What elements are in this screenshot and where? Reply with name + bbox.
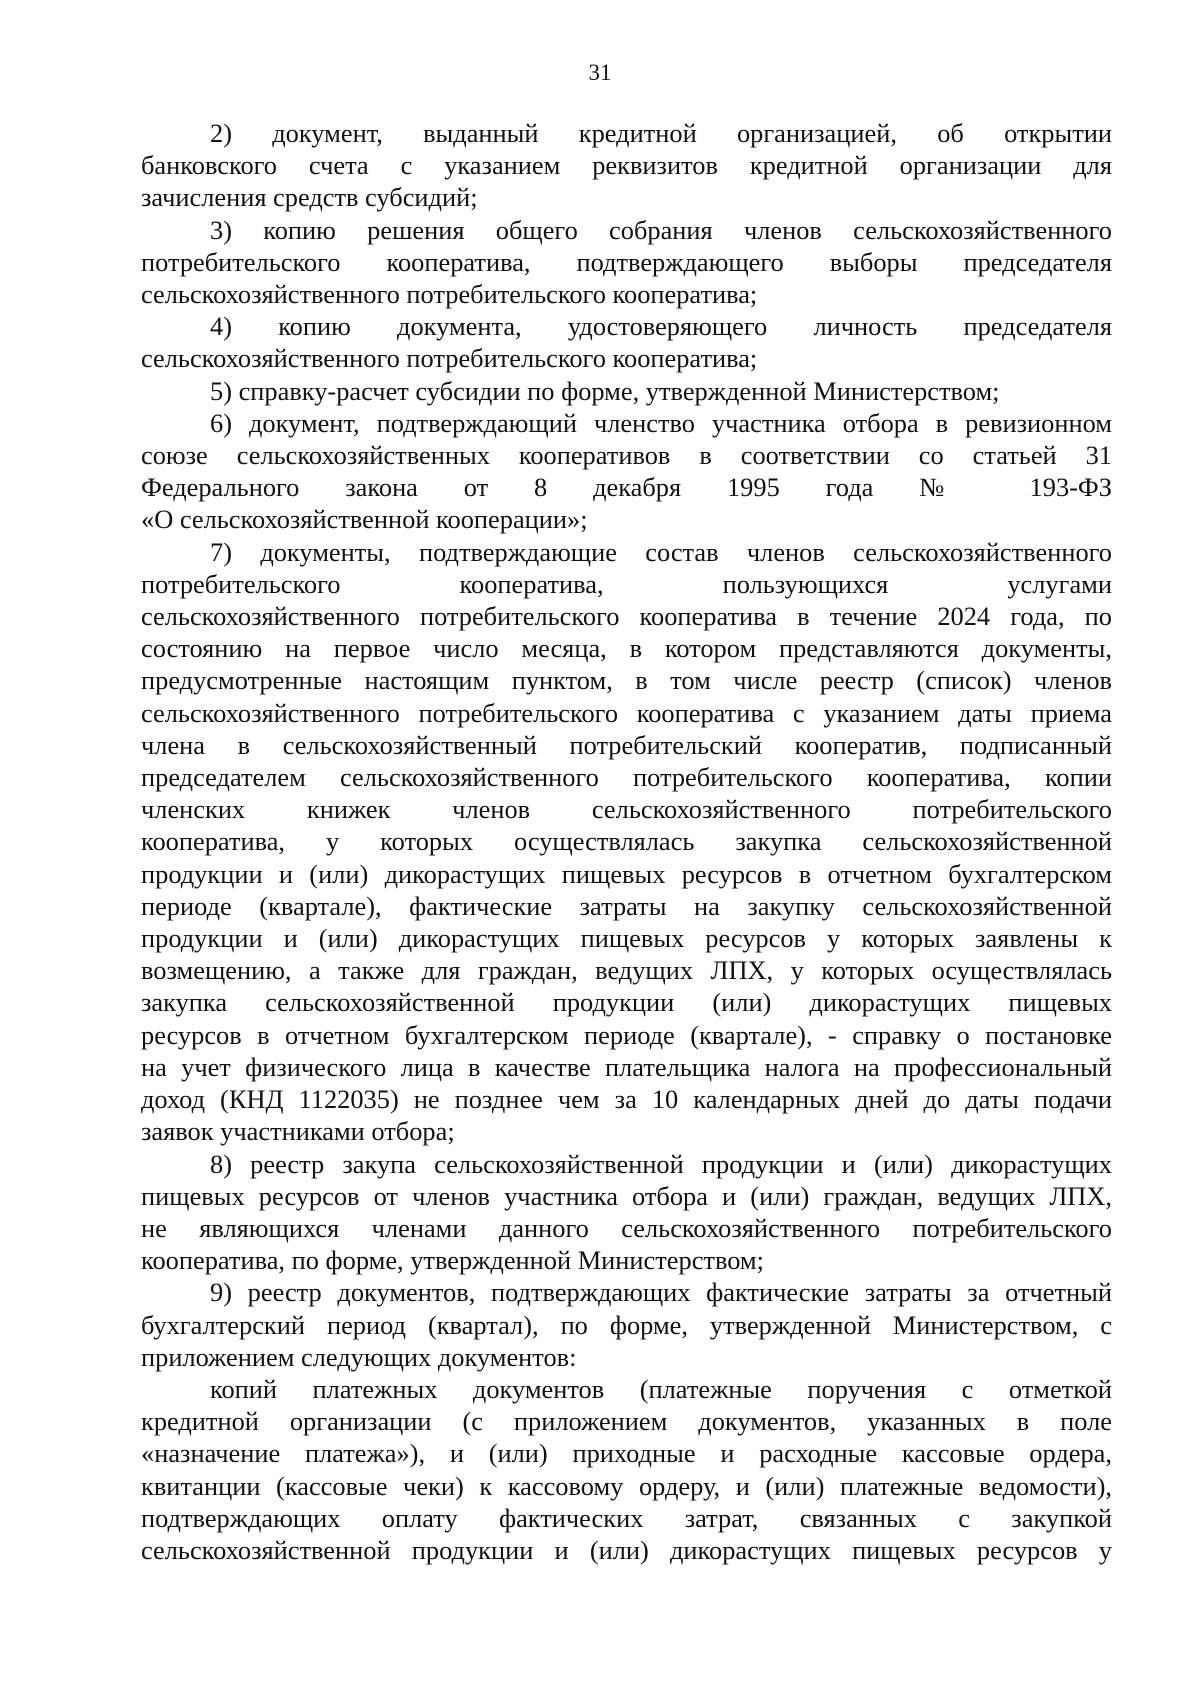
text-line: кооператива, у которых осуществлялась закупка сельскохозяйственной xyxy=(141,826,1112,857)
text-line: бухгалтерский период (квартал), по форме, утвержденной Министерством, с xyxy=(141,1309,1112,1340)
text-line: квитанции (кассовые чеки) к кассовому ордеру, и (или) платежные ведомости), xyxy=(141,1470,1112,1501)
text-line: зачисления средств субсидий; xyxy=(141,182,478,213)
text-line: на учет физического лица в качестве плательщика налога на профессиональный xyxy=(141,1051,1112,1082)
text-line: возмещению, а также для граждан, ведущих ЛПХ, у которых осуществлялась xyxy=(141,955,1112,986)
paragraph-5 xyxy=(141,407,1112,536)
text-line: сельскохозяйственного потребительского кооператива; xyxy=(141,343,758,374)
text-line: членских книжек членов сельскохозяйственного потребительского xyxy=(141,794,1112,825)
text-line: Федерального закона от 8 декабря 1995 года № 193-ФЗ xyxy=(141,472,1112,503)
text-line: состоянию на первое число месяца, в котором представляются документы, xyxy=(141,633,1112,664)
text-line: 8) реестр закупа сельскохозяйственной продукции и (или) дикорастущих xyxy=(210,1148,1112,1179)
text-line: члена в сельскохозяйственный потребительский кооператив, подписанный xyxy=(141,729,1112,760)
text-line: закупка сельскохозяйственной продукции (или) дикорастущих пищевых xyxy=(141,987,1112,1018)
text-line: председателем сельскохозяйственного потребительского кооператива, копии xyxy=(141,762,1112,793)
paragraph-6 xyxy=(141,536,1112,1148)
text-line: 3) копию решения общего собрания членов сельскохозяйственного xyxy=(210,214,1112,245)
text-line: сельскохозяйственного потребительского кооператива в течение 2024 года, по xyxy=(141,601,1112,632)
text-line: сельскохозяйственного потребительского кооператива; xyxy=(141,279,758,310)
paragraph-1 xyxy=(141,117,1112,214)
paragraph-7 xyxy=(141,1148,1112,1277)
document-body xyxy=(141,117,1112,1566)
text-line: 9) реестр документов, подтверждающих фактические затраты за отчетный xyxy=(210,1277,1112,1308)
text-line: ресурсов в отчетном бухгалтерском периоде (квартале), - справку о постановке xyxy=(141,1019,1112,1050)
text-line: пищевых ресурсов от членов участника отбора и (или) граждан, ведущих ЛПХ, xyxy=(141,1180,1112,1211)
text-line: доход (КНД 1122035) не позднее чем за 10 календарных дней до даты подачи xyxy=(141,1084,1112,1115)
text-line: копий платежных документов (платежные поручения с отметкой xyxy=(210,1373,1112,1404)
text-line: сельскохозяйственного потребительского кооператива с указанием даты приема xyxy=(141,697,1112,728)
text-line: периоде (квартале), фактические затраты на закупку сельскохозяйственной xyxy=(141,890,1112,921)
text-line: «назначение платежа»), и (или) приходные и расходные кассовые ордера, xyxy=(141,1438,1112,1469)
text-line: потребительского кооператива, пользующихся услугами xyxy=(141,568,1112,599)
paragraph-8 xyxy=(141,1276,1112,1373)
text-line: предусмотренные настоящим пунктом, в том числе реестр (список) членов xyxy=(141,665,1112,696)
paragraph-3 xyxy=(141,310,1112,374)
text-line: банковского счета с указанием реквизитов кредитной организации для xyxy=(141,150,1112,181)
text-line: продукции и (или) дикорастущих пищевых ресурсов в отчетном бухгалтерском xyxy=(141,858,1112,889)
text-line: 2) документ, выданный кредитной организацией, об открытии xyxy=(210,118,1112,148)
text-line: 5) справку-расчет субсидии по форме, утвержденной Министерством; xyxy=(210,375,1000,406)
text-line: кооператива, по форме, утвержденной Министерством; xyxy=(141,1245,764,1276)
text-line: 6) документ, подтверждающий членство участника отбора в ревизионном xyxy=(210,407,1112,438)
text-line: не являющихся членами данного сельскохозяйственного потребительского xyxy=(141,1212,1112,1243)
text-line: союзе сельскохозяйственных кооперативов в соответствии со статьей 31 xyxy=(141,440,1112,471)
text-line: заявок участниками отбора; xyxy=(141,1116,455,1147)
paragraph-4 xyxy=(141,375,1112,407)
text-line: сельскохозяйственной продукции и (или) дикорастущих пищевых ресурсов у xyxy=(141,1534,1112,1565)
text-line: «О сельскохозяйственной кооперации»; xyxy=(141,504,588,535)
text-line: 7) документы, подтверждающие состав членов сельскохозяйственного xyxy=(210,536,1112,567)
text-line: продукции и (или) дикорастущих пищевых ресурсов у которых заявлены к xyxy=(141,923,1112,954)
text-line: приложением следующих документов: xyxy=(141,1341,577,1372)
paragraph-9 xyxy=(141,1373,1112,1566)
text-line: кредитной организации (с приложением документов, указанных в поле xyxy=(141,1406,1112,1437)
page-number: 31 xyxy=(588,60,612,85)
text-line: потребительского кооператива, подтверждающего выборы председателя xyxy=(141,246,1112,277)
text-line: 4) копию документа, удостоверяющего личность председателя xyxy=(210,311,1112,342)
text-line: подтверждающих оплату фактических затрат, связанных с закупкой xyxy=(141,1502,1112,1533)
paragraph-2 xyxy=(141,214,1112,311)
